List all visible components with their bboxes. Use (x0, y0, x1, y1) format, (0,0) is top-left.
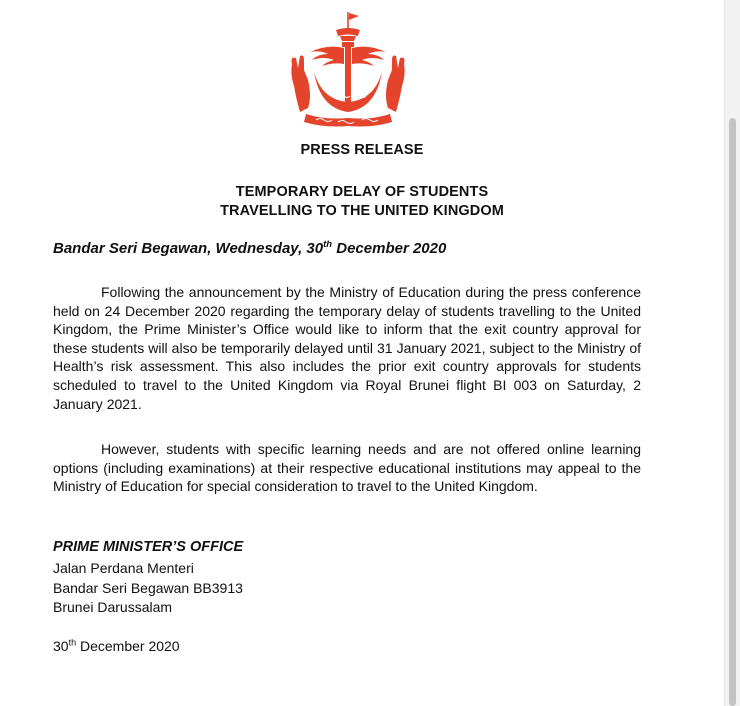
brunei-crest-emblem (280, 8, 412, 134)
address-line-3: Brunei Darussalam (53, 599, 173, 615)
body-paragraph-1: Following the announcement by the Ministry of Education during the press conference held on 24 December 2020 regarding the temporary delay of students travelling to the United Kingdom, the Prime Minister’s Office would like to inform that the exit country approval for these students will also be temporarily delayed until 31 January 2021, subject to the Ministry of Health’s risk assessment. This also includes the prior exit country approvals for students scheduled to travel to the United Kingdom via Royal Brunei flight BI 003 on Saturday, 2 January 2021. (53, 284, 641, 412)
footer-date (53, 638, 180, 654)
address-line-1: Jalan Perdana Menteri (53, 560, 194, 576)
dateline (53, 240, 446, 257)
dateline-suffix: December 2020 (332, 240, 447, 257)
vertical-scrollbar[interactable] (724, 0, 740, 706)
footer-date-day: 30 (53, 638, 69, 654)
scrollbar-thumb[interactable] (729, 118, 736, 706)
body-paragraph-2: However, students with specific learning needs and are not offered online learning options (including examinations) at their respective educational institutions may appeal to the Ministry of Education for special consideration to travel to the United Kingdom. (53, 441, 641, 495)
signature-office: PRIME MINISTER’S OFFICE (53, 539, 244, 555)
footer-date-sup: th (68, 637, 77, 648)
footer-date-rest: December 2020 (76, 638, 180, 654)
address-line-2: Bandar Seri Begawan BB3913 (53, 580, 243, 596)
title-line-1: TEMPORARY DELAY OF STUDENTS (235, 184, 489, 200)
press-release-label: PRESS RELEASE (300, 142, 424, 158)
dateline-prefix: Bandar Seri Begawan, Wednesday, 30 (53, 240, 324, 257)
dateline-sup: th (323, 239, 333, 250)
title-line-2: TRAVELLING TO THE UNITED KINGDOM (220, 203, 504, 219)
